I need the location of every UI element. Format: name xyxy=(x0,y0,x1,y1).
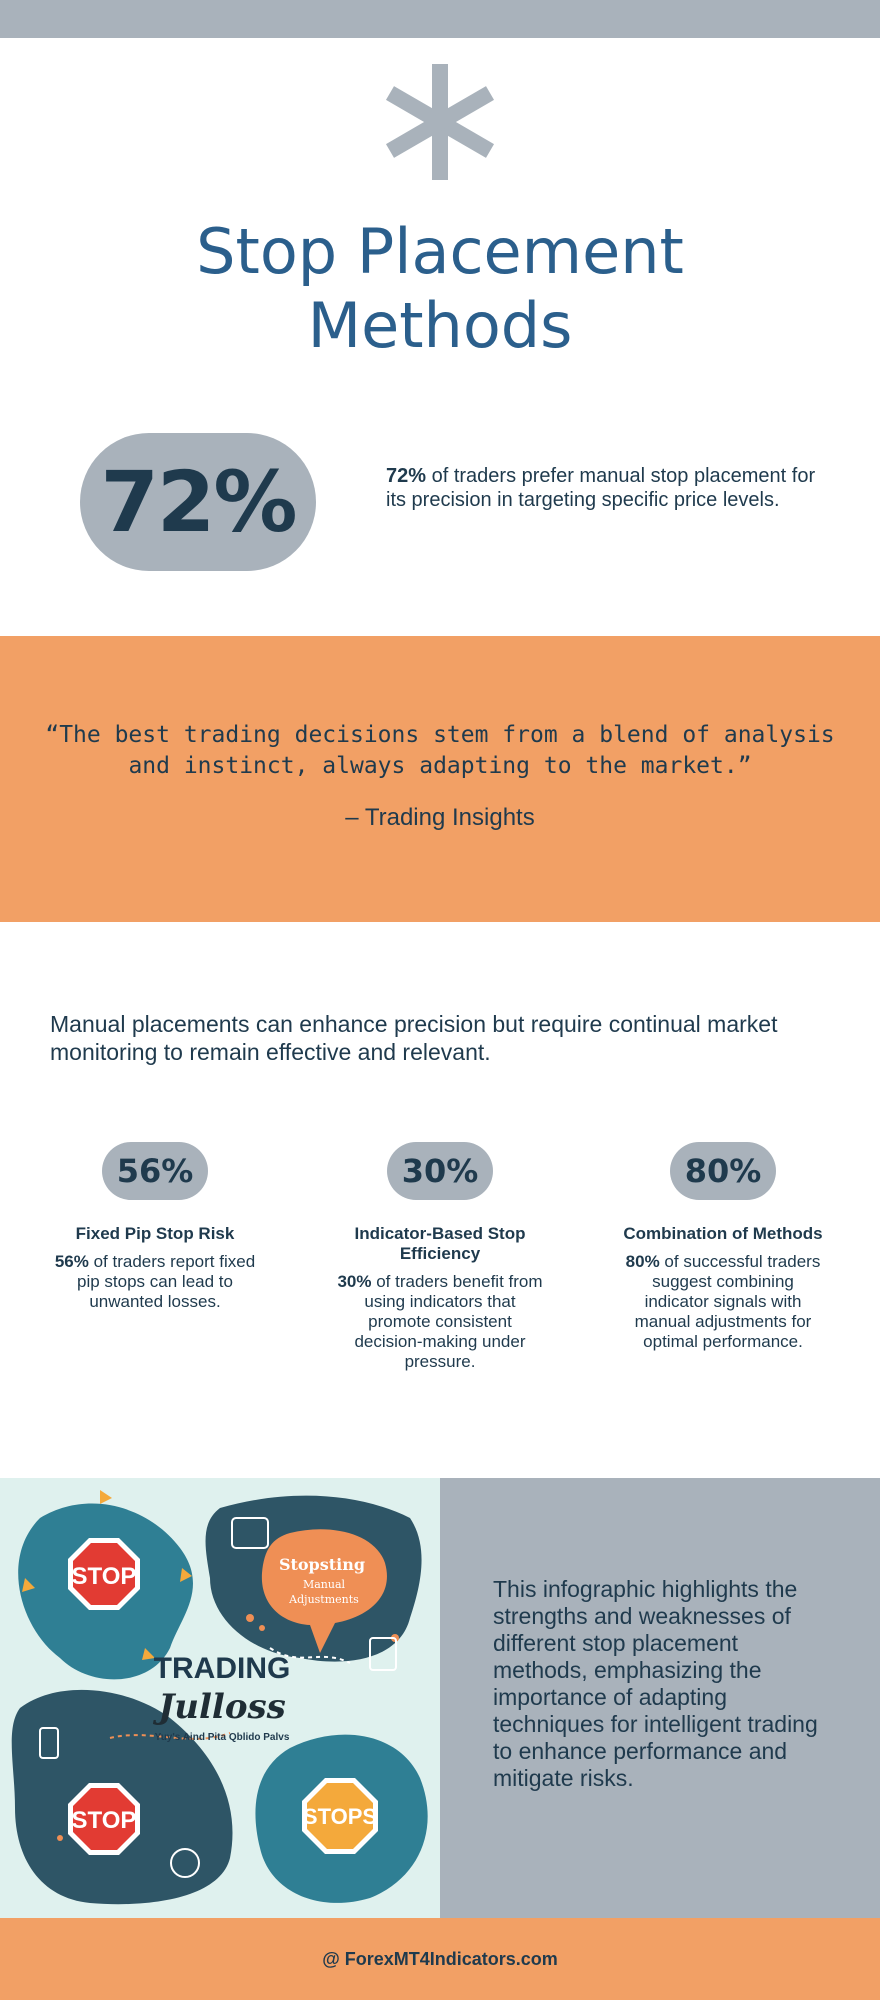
trading-illustration xyxy=(0,1478,440,1918)
stat-badge xyxy=(102,1142,208,1200)
stat-value: 56% xyxy=(116,1152,194,1190)
quote-source: – Trading Insights xyxy=(345,804,535,831)
asterisk-icon xyxy=(380,62,500,182)
stat-heading: Fixed Pip Stop Risk xyxy=(75,1224,235,1243)
stat-description xyxy=(618,1252,828,1352)
decor-dot xyxy=(57,1835,63,1841)
decor-dot xyxy=(246,1614,254,1622)
highlight-stat-text: of traders prefer manual stop placement for its precision in targeting specific price levels. xyxy=(386,465,816,511)
quote-text: “The best trading decisions stem from a blend of analysis and instinct, always adapting to the market.” xyxy=(45,722,835,779)
stat-value: 80% xyxy=(684,1152,762,1190)
stat-description xyxy=(335,1272,545,1372)
stat-badge xyxy=(670,1142,776,1200)
stat-text: of successful traders suggest combining indicator signals with manual adjustments for optimal performance. xyxy=(634,1252,821,1351)
title-line-2: Methods xyxy=(307,289,573,362)
illustration-caption: Yuy's Aind Pita Qblido Palvs xyxy=(154,1732,290,1743)
summary-text: This infographic highlights the strengths and weaknesses of different stop placement methods, emphasizing the importance of adapting techniques for intelligent trading to enhance performance and mitigate risks. xyxy=(493,1576,818,1791)
decor-dot xyxy=(259,1625,265,1631)
highlight-stat-badge xyxy=(80,433,316,571)
stop-sign-1-label: STOP xyxy=(71,1563,137,1590)
footer xyxy=(0,1918,880,2000)
stat-badge xyxy=(387,1142,493,1200)
intro-paragraph: Manual placements can enhance precision but require continual market monitoring to remain effective and relevant. xyxy=(50,1011,778,1065)
bubble-subtitle-1: Manual xyxy=(302,1578,346,1591)
stop-sign-3-label: STOPS xyxy=(302,1804,378,1829)
stat-value: 30% xyxy=(401,1152,479,1190)
illustration-word-script: Julloss xyxy=(158,1687,286,1727)
stat-card-combination xyxy=(618,1142,828,1352)
page-title xyxy=(0,215,880,363)
highlight-stat-description xyxy=(386,464,836,512)
illustration-word-trading: TRADING xyxy=(153,1652,291,1685)
decor-triangle xyxy=(100,1490,112,1504)
footer-credit: @ ForexMT4Indicators.com xyxy=(322,1948,558,1969)
stat-card-fixed-pip xyxy=(50,1142,260,1312)
stat-bold: 80% xyxy=(625,1252,660,1271)
stat-description xyxy=(50,1252,260,1312)
bubble-title: Stopsting xyxy=(278,1555,366,1574)
bubble-subtitle-2: Adjustments xyxy=(289,1593,359,1606)
stat-bold: 56% xyxy=(54,1252,89,1271)
title-line-1: Stop Placement xyxy=(196,215,684,288)
highlight-stat-bold: 72% xyxy=(386,465,427,487)
stat-heading: Combination of Methods xyxy=(623,1224,823,1243)
stop-sign-2-label: STOP xyxy=(71,1807,137,1834)
highlight-stat-value: 72% xyxy=(100,453,296,551)
stat-card-indicator-based xyxy=(335,1142,545,1372)
top-bar xyxy=(0,0,880,38)
stat-heading: Indicator-Based Stop Efficiency xyxy=(354,1224,526,1263)
stat-bold: 30% xyxy=(337,1272,372,1291)
stat-text: of traders benefit from using indicators that promote consistent decision-making under pressure. xyxy=(354,1272,543,1371)
illustration-graphic xyxy=(0,1478,440,1918)
stat-text: of traders report fixed pip stops can lead to unwanted losses. xyxy=(77,1252,256,1311)
